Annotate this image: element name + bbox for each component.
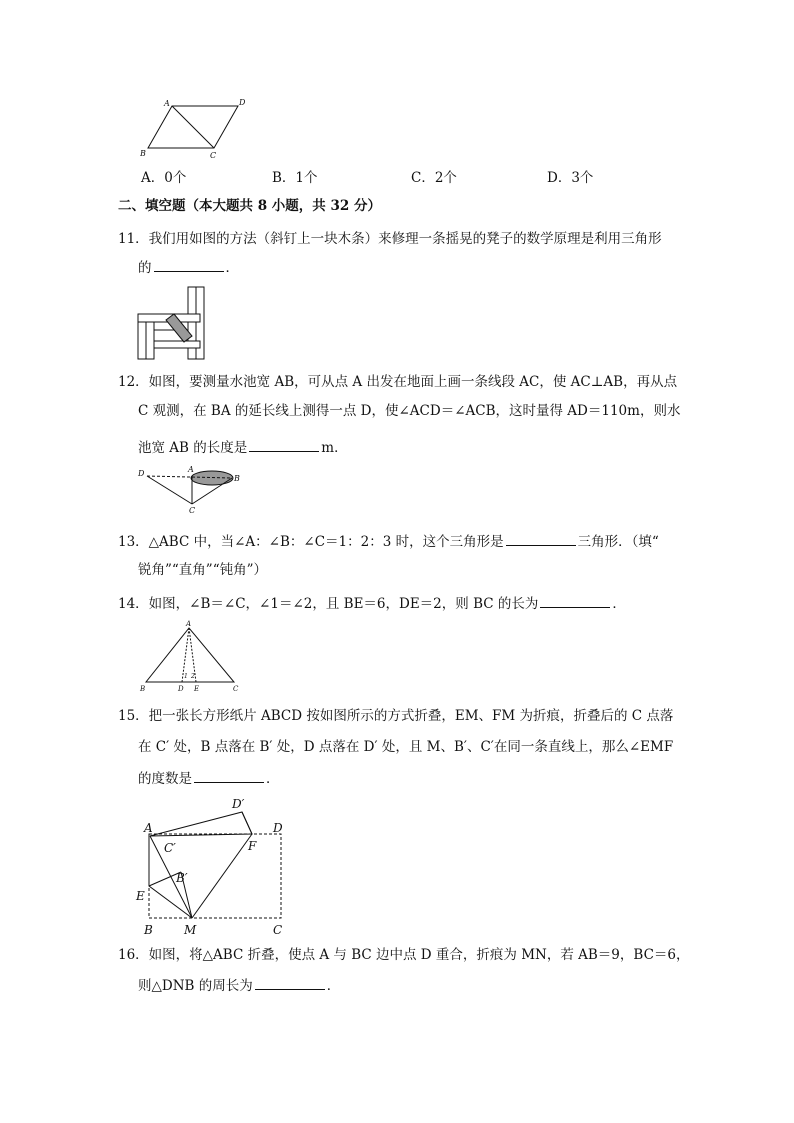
q14-label-c: C <box>233 685 239 693</box>
q10-label-c: C <box>210 151 217 160</box>
q16-line-2: 则△DNB 的周长为 ． <box>138 975 340 996</box>
q14-label-d: D <box>178 685 184 693</box>
section-heading: 二、填空题（本大题共 8 小题，共 32 分） <box>118 198 381 214</box>
q12-pond-figure <box>136 464 246 514</box>
q15-answer-blank[interactable] <box>194 768 264 783</box>
q14-label-1: 1 <box>184 673 188 680</box>
q15-label-a: A <box>144 821 153 835</box>
q13-answer-blank[interactable] <box>506 531 576 546</box>
q12-line-2: C 观测，在 BA 的延长线上测得一点 D，使∠ACD＝∠ACB，这时量得 AD＝110m，则水 <box>138 403 681 419</box>
q14-label-2: 2 <box>191 673 195 680</box>
q12-label-d: D <box>138 469 145 478</box>
q14-label-e: E <box>194 685 200 693</box>
q11-stool-figure <box>136 286 216 362</box>
q15-label-f: F <box>248 839 257 853</box>
q10-label-b: B <box>140 149 146 158</box>
q10-option-a: A．0个 <box>141 170 187 186</box>
q12-label-c: C <box>189 506 196 514</box>
q11-answer-blank[interactable] <box>154 257 224 272</box>
q16-answer-blank[interactable] <box>255 975 325 990</box>
q10-label-d: D <box>239 98 246 107</box>
q10-option-d: D．3个 <box>547 170 594 186</box>
q10-option-b: B．1个 <box>272 170 318 186</box>
q15-line-1: 15．把一张长方形纸片 ABCD 按如图所示的方式折叠，EM、FM 为折痕，折叠后的 C 点落 <box>118 708 674 724</box>
q15-label-dp: D′ <box>232 797 245 811</box>
q12-label-a: A <box>188 465 194 474</box>
q15-label-e: E <box>136 889 145 903</box>
q15-label-bp: B′ <box>176 871 188 885</box>
q15-label-b: B <box>144 923 153 937</box>
q12-line-3: 池宽 AB 的长度是 m． <box>138 437 348 458</box>
q14-label-a: A <box>186 620 192 628</box>
q13-line-1: 13．△ABC 中，当∠A：∠B：∠C＝1：2：3 时，这个三角形是 三角形．（填“ <box>118 531 659 552</box>
q10-label-a: A <box>164 99 170 108</box>
q10-option-c: C．2个 <box>411 170 457 186</box>
q12-line-1: 12．如图，要测量水池宽 AB，可从点 A 出发在地面上画一条线段 AC，使 AC⊥AB，再从点 <box>118 374 678 390</box>
q14-line-1: 14．如图，∠B＝∠C，∠1＝∠2，且 BE＝6，DE＝2，则 BC 的长为 ． <box>118 593 626 614</box>
q16-line-1: 16．如图，将△ABC 折叠，使点 A 与 BC 边中点 D 重合，折痕为 MN，若 AB＝9，BC＝6， <box>118 947 690 963</box>
q11-line-1: 11．我们用如图的方法（斜钉上一块木条）来修理一条摇晃的凳子的数学原理是利用三角形 <box>118 231 662 247</box>
q15-label-m: M <box>184 923 197 937</box>
q10-parallelogram-figure <box>140 96 260 160</box>
q12-label-b: B <box>234 474 240 483</box>
q15-label-d: D <box>273 821 283 835</box>
q15-line-2: 在 C′ 处，B 点落在 B′ 处，D 点落在 D′ 处，且 M、B′、C′在同一条直线上，那么∠EMF <box>138 739 674 755</box>
q12-answer-blank[interactable] <box>249 437 319 452</box>
q15-fold-figure <box>132 794 302 942</box>
q13-line-2: 锐角”“直角”“钝角”） <box>138 562 268 578</box>
q14-label-b: B <box>140 685 146 693</box>
q15-label-c: C <box>273 923 283 937</box>
q14-answer-blank[interactable] <box>540 593 610 608</box>
q14-triangle-figure <box>138 618 244 694</box>
q15-line-3: 的度数是 ． <box>138 768 280 789</box>
q15-label-cp: C′ <box>164 841 176 855</box>
q11-line-2: 的 ． <box>138 257 239 278</box>
